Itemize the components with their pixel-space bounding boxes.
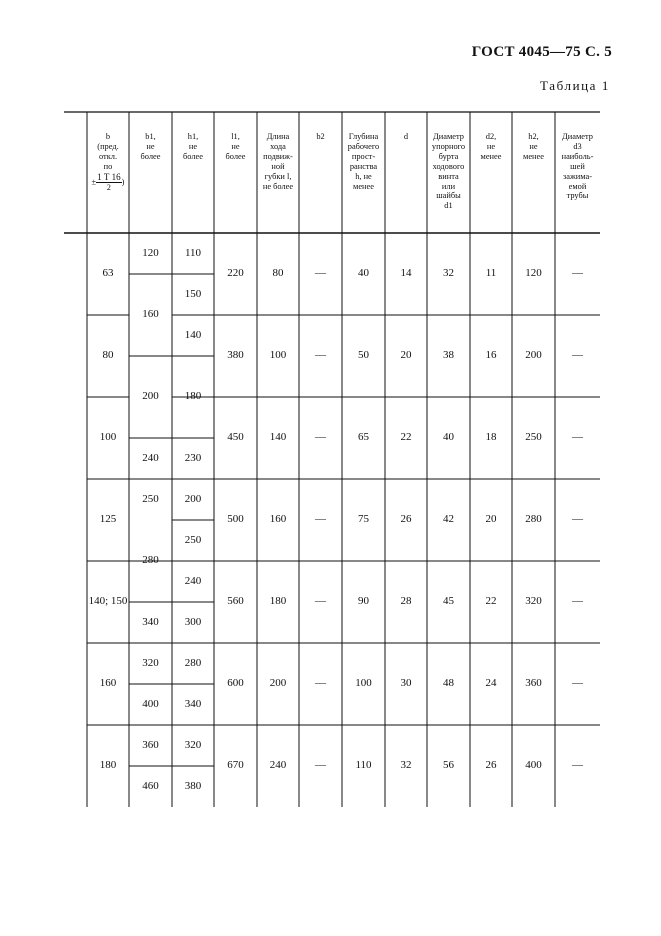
cell-h: 65 [358, 431, 369, 444]
cell-h: 40 [358, 267, 369, 280]
header-depth: Глубина рабочего прост- ранства h, не менее [347, 132, 380, 191]
cell-h1: 380 [184, 779, 202, 792]
cell-l1: 380 [227, 349, 244, 362]
cell-d3: — [572, 431, 583, 444]
header-diam: Диаметр упорного бурта ходового винта или шайбы d1 [431, 132, 466, 211]
header-d: d [403, 132, 409, 141]
header-d3: Диаметр d3 наиболь- шей зажима- емой трубы [561, 132, 594, 201]
cell-l1: 220 [227, 267, 244, 280]
cell-len: 240 [269, 759, 287, 772]
cell-len: 140 [269, 431, 287, 444]
cell-d1: 32 [443, 267, 454, 280]
cell-d2: 20 [485, 513, 497, 526]
cell-h1: 140 [184, 328, 202, 341]
table-name: Таблица 1 [540, 78, 610, 93]
header-h1: h1, не более [183, 132, 203, 161]
cell-d1: 45 [443, 595, 454, 608]
cell-h: 110 [355, 759, 372, 772]
cell-b1: 400 [142, 697, 159, 710]
cell-d2: 16 [485, 349, 497, 362]
cell-b: 100 [99, 431, 117, 444]
page-header: ГОСТ 4045—75 С. 5 [471, 44, 612, 60]
cell-b1: 340 [142, 615, 159, 628]
cell-b1: 160 [142, 308, 159, 321]
cell-b: 125 [99, 513, 117, 526]
cell-h1: 300 [184, 615, 202, 628]
header-l1: l1, не более [225, 132, 246, 161]
cell-d3: — [572, 677, 583, 690]
cell-b1: 200 [142, 390, 159, 403]
cell-l1: 670 [227, 759, 244, 772]
cell-h2: 360 [525, 677, 542, 690]
cell-d: 26 [400, 513, 412, 526]
cell-b1: 360 [142, 738, 159, 751]
cell-d3: — [572, 595, 583, 608]
cell-b2: — [315, 349, 326, 362]
cell-l1: 500 [227, 513, 244, 526]
cell-h1: 250 [184, 533, 202, 546]
cell-h2: 320 [525, 595, 542, 608]
cell-len: 180 [269, 595, 287, 608]
cell-h1: 340 [184, 697, 202, 710]
cell-len: 160 [269, 513, 287, 526]
cell-h: 90 [358, 595, 369, 608]
cell-len: 100 [269, 349, 287, 362]
cell-b: 63 [102, 267, 114, 280]
cell-b1: 280 [142, 554, 159, 567]
cell-h1: 150 [184, 287, 202, 300]
header-len: Длина хода подвиж- ной губки l, не более [262, 132, 294, 191]
cell-d3: — [572, 267, 583, 280]
cell-d2: 26 [485, 759, 497, 772]
cell-h1: 280 [184, 656, 202, 669]
cell-d: 14 [400, 267, 412, 280]
cell-d1: 48 [443, 677, 454, 690]
cell-h2: 200 [525, 349, 542, 362]
cell-b1: 250 [142, 492, 159, 505]
cell-len: 200 [269, 677, 287, 690]
header-b: b (пред. откл. по ± $\frac{1 Т 16}{2}$ ) [91, 132, 125, 193]
cell-b1: 460 [142, 779, 159, 792]
cell-h1: 240 [184, 574, 202, 587]
cell-b: 140; 150 [88, 595, 128, 608]
cell-h: 100 [355, 677, 372, 690]
header-b1: b1, не более [140, 132, 161, 161]
cell-d: 22 [400, 431, 412, 444]
cell-d: 20 [400, 349, 412, 362]
cell-d2: 22 [485, 595, 497, 608]
cell-d2: 11 [485, 267, 497, 280]
cell-l1: 600 [227, 677, 244, 690]
cell-b2: — [315, 677, 326, 690]
cell-h1: 320 [184, 738, 202, 751]
cell-l1: 560 [227, 595, 244, 608]
cell-b1: 120 [142, 246, 159, 259]
cell-h2: 280 [525, 513, 542, 526]
cell-d2: 24 [485, 677, 497, 690]
cell-b2: — [315, 759, 326, 772]
cell-b: 180 [99, 759, 117, 772]
cell-h2: 120 [525, 267, 542, 280]
header-d2: d2, не менее [480, 132, 502, 161]
cell-d: 30 [400, 677, 412, 690]
cell-d: 28 [400, 595, 412, 608]
cell-d3: — [572, 759, 583, 772]
cell-d1: 42 [443, 513, 454, 526]
cell-b: 160 [99, 677, 117, 690]
cell-h1: 200 [184, 492, 202, 505]
cell-d1: 38 [443, 349, 454, 362]
cell-b2: — [315, 513, 326, 526]
cell-b1: 320 [142, 656, 159, 669]
header-h2: h2, не менее [523, 132, 544, 161]
cell-h1: 230 [184, 451, 202, 464]
cell-h: 75 [358, 513, 369, 526]
cell-d3: — [572, 349, 583, 362]
cell-b2: — [315, 431, 326, 444]
cell-d: 32 [400, 759, 412, 772]
cell-h1: 110 [184, 246, 202, 259]
cell-b: 80 [102, 349, 114, 362]
cell-b1: 240 [142, 451, 159, 464]
cell-b2: — [315, 595, 326, 608]
cell-d1: 56 [443, 759, 454, 772]
cell-l1: 450 [227, 431, 244, 444]
cell-d2: 18 [485, 431, 497, 444]
cell-len: 80 [272, 267, 284, 280]
cell-h2: 250 [525, 431, 542, 444]
cell-d1: 40 [443, 431, 454, 444]
cell-h: 50 [358, 349, 369, 362]
cell-h2: 400 [525, 759, 542, 772]
cell-h1: 180 [184, 390, 202, 403]
header-b2: b2 [316, 132, 325, 141]
cell-d3: — [572, 513, 583, 526]
cell-b2: — [315, 267, 326, 280]
